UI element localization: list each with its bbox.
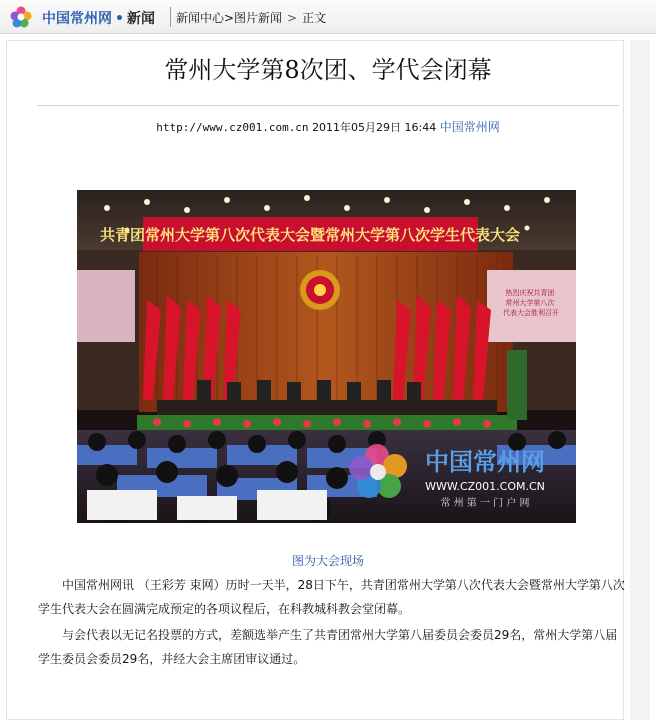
article-date: 2011年05月29日 16:44 [312, 121, 437, 134]
header-divider [170, 7, 171, 27]
breadcrumb-arrow-icon: > [287, 11, 298, 25]
page-gutter [630, 40, 650, 720]
article-paragraph: 中国常州网讯 （王彩芳 束网）历时一天半，28日下午，共青团常州大学第八次代表大会暨常州大学第八次学生代表大会在圆满完成预定的各项议程后，在科教城科教会堂闭幕。 [38, 578, 625, 616]
watermark-name: 中国常州网 [425, 448, 545, 476]
conference-photo [77, 190, 576, 523]
article-source-link[interactable]: 中国常州网 [439, 120, 500, 134]
site-header [0, 0, 656, 34]
breadcrumb-parent[interactable]: 新闻中心>图片新闻 [176, 11, 283, 25]
site-logo-icon[interactable] [9, 5, 33, 29]
article-title: 常州大学第8次团、学代会闭幕 [164, 56, 492, 84]
site-name-text: 中国常州网 [42, 11, 112, 27]
watermark-url: WWW.CZ001.COM.CN [425, 480, 545, 493]
title-divider [37, 105, 619, 106]
watermark-slogan: 常 州 第 一 门 户 网 [440, 498, 530, 509]
site-name[interactable] [42, 8, 155, 28]
site-name-dot: • [115, 11, 124, 27]
article-photo [77, 190, 576, 523]
article-url: http://www.cz001.com.cn [156, 121, 309, 134]
breadcrumb-current-label: 正文 [302, 11, 327, 25]
article-meta [0, 118, 656, 135]
article-paragraph: 与会代表以无记名投票的方式，差额选举产生了共青团常州大学第八届委员会委员29名，常州大学第八届学生委员会委员29名，并经大会主席团审议通过。 [38, 628, 618, 666]
screen-text: 热烈庆祝共青团 常州大学第八次 代表大会胜利召开 [503, 289, 559, 317]
banner-text: 共青团常州大学第八次代表大会暨常州大学第八次学生代表大会 [99, 226, 521, 244]
breadcrumb-current [287, 9, 326, 26]
photo-caption: 图为大会现场 [291, 554, 364, 568]
section-name: 新闻 [126, 11, 155, 27]
